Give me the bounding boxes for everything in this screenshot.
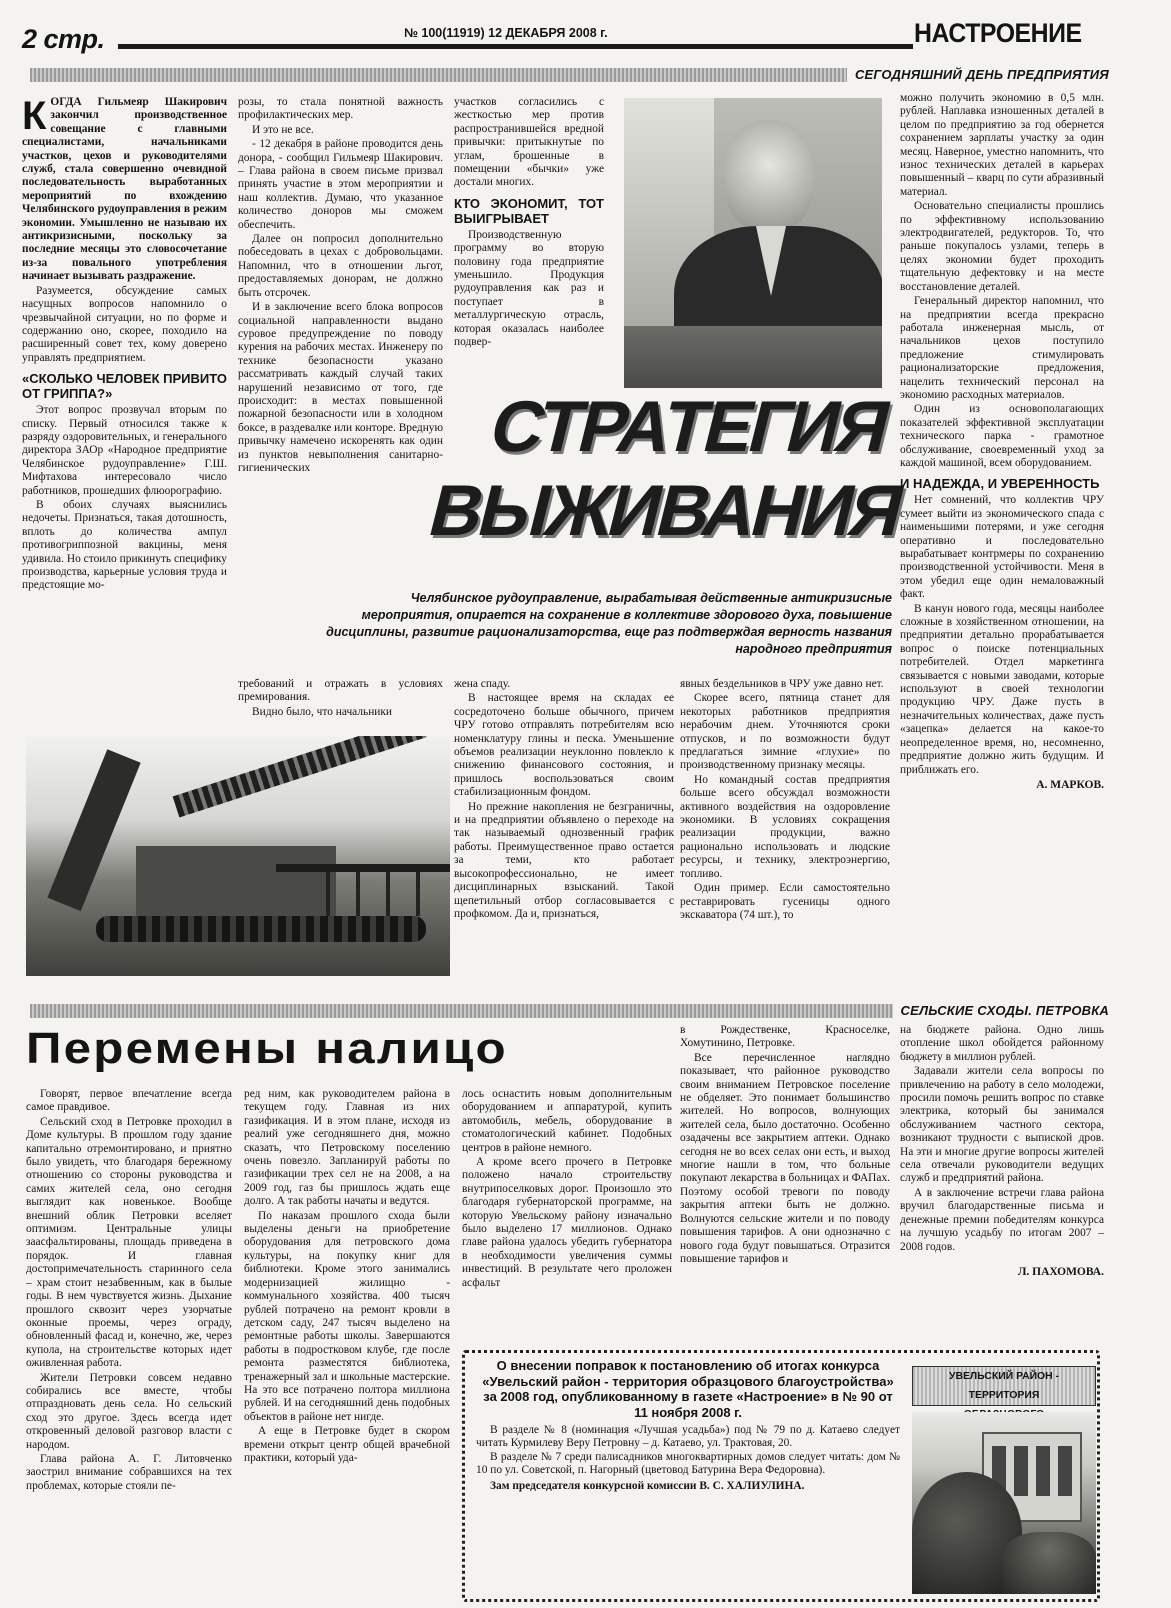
paragraph: розы, то стала понятной важность профилактических мер. <box>238 96 443 122</box>
paragraph: А в заключение встречи глава района вручил благодарственные письма и денежные премии победителям конкурса на лучшую усадьбу по итогам 2007 – 2008 годов. <box>900 1186 1104 1253</box>
excavator-tracks <box>96 916 426 942</box>
article2-title: Перемены налицо <box>26 1024 508 1073</box>
subheading: И НАДЕЖДА, И УВЕРЕННОСТЬ <box>900 476 1100 492</box>
rubric-label: СЕГОДНЯШНИЙ ДЕНЬ ПРЕДПРИЯТИЯ <box>847 67 1109 82</box>
paragraph: Сельский сход в Петровке проходил в Доме культуры. В прошлом году здание капитально отремонтировано, и приятно было увидеть, что благодаря бережному отношению со стороны руководства и самих жителей села, оно сегодня выглядит как новенькое. Вообще внешний облик Петровки вселяет оптимизм. Центральные улицы заасфальтированы, площадь приведена в порядок. И главная достопримечательность старинного села – храм стоит незабвенным, как в былые годы. В нем чувствуется жизнь. Дыхание прошлого сквозит через узорчатые оконные проемы, через ограду, обновленный фасад и, конечно, же, через купола, на строительстве которых идет оживленная работа. <box>26 1115 232 1370</box>
article2-column-2 <box>244 1088 450 1598</box>
paragraph: Генеральный директор напомнил, что на предприятии всегда прекрасно работала инженерная мысль, от начальников цехов поступило предложение стимулировать рационализаторские предложения, нацелить технический персонал на экономию расходных материалов. <box>900 295 1104 401</box>
article1-column-1 <box>22 96 227 726</box>
paragraph: В настоящее время на складах ее сосредоточено больше обычного, причем ЧРУ готово отправлять потребителям всю номенклатуру глины и песка. Уменьшение объемов реализации неуклонно повлекло к снижению финансового состояния, и пришлось воспользоваться своим стабилизационным фондом. <box>454 692 674 799</box>
portrait-desk <box>624 326 882 388</box>
paragraph: Но командный состав предприятия больше всего обсуждал возможности активного воздействия на оздоровление экономики. В условиях сокращения реализации продукции, важно рационально использовать и людские ресурсы, и технику, электроэнергию, топливо. <box>680 773 890 880</box>
paragraph: А еще в Петровке будет в скором времени открыт центр общей врачебной практики, который уда- <box>244 1425 450 1464</box>
paragraph: Жители Петровки совсем недавно собирались все вместе, чтобы отпраздновать день села. Но сельский сход это другое. Здесь всегда идет откровенный деловой разговор власти с народом. <box>26 1371 232 1451</box>
article2-column-4 <box>680 1024 890 1340</box>
paragraph: Глава района А. Г. Литовченко заострил внимание собравшихся на тех проблемах, которые стояли пе- <box>26 1452 232 1492</box>
subheading: КТО ЭКОНОМИТ, ТОТ ВЫИГРЫВАЕТ <box>454 195 604 226</box>
paragraph: Но прежние накопления не безграничны, и на предприятии объявлено о переходе на так называемый однозвенный график работы. Преимущественное право остается за теми, кто работает высокопрофессионально, не имеет дисциплинарных взысканий. Такой щепетильный отбор согласовывается с профкомом. Да и, признаться, <box>454 800 674 920</box>
article1-column-4 <box>680 678 890 966</box>
article1-column-5 <box>900 92 1104 992</box>
paragraph: Основательно специалисты прошлись по эффективному использованию электродвигателей, редукторов. То, что раньше покупалось узлами, теперь в целях экономии будет проходить тщательную дефектовку и на месте восстановление деталей. <box>900 200 1104 293</box>
article2-column-3 <box>462 1088 672 1340</box>
notice-signature: Зам председателя конкурсной комиссии В. С. ХАЛИУЛИНА. <box>490 1479 805 1492</box>
issue-info: № 100(11919) 12 ДЕКАБРЯ 2008 г. <box>404 26 608 40</box>
header-rule <box>118 44 913 49</box>
article1-subtitle: Челябинское рудоуправление, вырабатывая действенные антикризисные мероприятия, опирается на сохранение в коллективе здорового духа, повышение дисциплины, развитие рационализаторства, еще раз подтверждая верность названия народного предприятия <box>326 591 892 656</box>
badge-line-1: УВЕЛЬСКИЙ РАЙОН - ТЕРРИТОРИЯ <box>949 1371 1059 1401</box>
paragraph: Говорят, первое впечатление всегда самое правдивое. <box>26 1088 232 1114</box>
paragraph: явных бездельников в ЧРУ уже давно нет. <box>680 678 884 690</box>
paragraph: И это не все. <box>252 123 314 136</box>
paragraph: В разделе № 8 (номинация «Лучшая усадьба») под № 79 по д. Катаево следует читать Курмилеву Веру Петровну – д. Катаево, ул. Трактовая, 20. <box>476 1424 900 1450</box>
paragraph: Видно было, что начальники <box>252 705 393 718</box>
territory-badge <box>912 1366 1096 1406</box>
page-number: 2 стр. <box>22 24 105 54</box>
house-photo <box>912 1412 1096 1594</box>
paragraph: лось оснастить новым дополнительным оборудованием и аппаратурой, купить автомобиль, мебель, оборудование в стоматологический кабинет. Подобных центров в районе немного. <box>462 1088 672 1154</box>
paragraph: Разумеется, обсуждение самых насущных вопросов напомнило о чрезвычайной ситуации, но по форме и содержанию оно, скорее, походило на расширенный совет тех, кому доверено управлять предприятием. <box>22 284 227 364</box>
drop-cap: К <box>22 96 47 138</box>
paragraph: в Рождественке, Красноселке, Хомутинино, Петровке. <box>680 1024 890 1050</box>
director-portrait-photo <box>624 98 882 388</box>
paragraph: В разделе № 7 среди палисадников многоквартирных домов следует читать: дом № 10 по ул. Советской, п. Нагорный (цветовод Батурина Вера Федоровна). <box>476 1450 900 1477</box>
paragraph: ред ним, как руководителем района в текущем году. Главная из них газификация. И в этом плане, исходя из реалий уже сегодняшнего дня, можно сказать, что Петровскому поселению очень повезло. Запланируй работы по газификации трех сел не на 2008, а на 2009 год, газ бы пришлось ждать еще долго. А так работы начаты и ведутся. <box>244 1088 450 1208</box>
paragraph: Один пример. Если самостоятельно реставрировать гусеницы одного экскаватора (74 шт.), то <box>680 882 890 921</box>
excavator-conveyor <box>173 736 427 817</box>
subheading: «СКОЛЬКО ЧЕЛОВЕК ПРИВИТО ОТ ГРИППА?» <box>22 371 227 402</box>
paragraph: В обоих случаях выяснились недочеты. Признаться, такая дотошность, вплоть до количества ампул противогриппозной вакцины, меня удивила. Но стоило прикинуть специфику производства, карьерные условия труда и предстоящие мо- <box>22 498 227 592</box>
paragraph: Нет сомнений, что коллектив ЧРУ сумеет выйти из экономического спада с наименьшими потерями, и уже сегодня оперативно и последовательно вырабатывает контрмеры по сохранению производственной устойчивости. Меня в этом убедил еще один немаловажный факт. <box>900 494 1104 601</box>
portrait-head <box>724 120 814 232</box>
author-signature: А. МАРКОВ. <box>1036 778 1104 791</box>
excavator-boom <box>47 749 140 911</box>
excavator-bridge <box>276 864 450 872</box>
paragraph: А кроме всего прочего в Петровке положено начало строительству внутрипоселковых дорог. Произошло это благодаря губернаторской программе, на которую Увельскому району изначально было выделено 17 миллионов. Однако главе района удалось убедить губернатора в необходимости увеличения суммы инвестиций. В результате чего проложен асфальт <box>462 1156 672 1289</box>
paragraph: Этот вопрос прозвучал вторым по списку. Первый относился также к разряду оздоровительных, и генерального директора ЗАОр «Народное предприятие Челябинское рудоуправление» Г.Ш. Мифтахова интересовало число работников, прошедших флюорографию. <box>22 404 227 497</box>
excavator-body <box>136 846 336 916</box>
author-signature: Л. ПАХОМОВА. <box>1017 1265 1104 1278</box>
paragraph: Производственную программу во вторую половину года предприятие уменьшило. Продукция рудоуправления как раз и поступает в металлургическую отрасль, которая оказалась наиболее подвер- <box>454 228 604 349</box>
title-line-2: ВЫЖИВАНИЯ <box>421 471 910 551</box>
garden-shrubs <box>1002 1532 1096 1594</box>
article1-column-3 <box>454 96 604 386</box>
paragraph: Скорее всего, пятница станет для некоторых работников предприятия нерабочим днем. Уточняются сроки отпусков, и по возможности будут предлагаться зимние «глухие» по производственному признаку месяцы. <box>680 692 890 772</box>
paragraph: жена спаду. <box>454 678 511 690</box>
paragraph: Один из основополагающих показателей эффективной эксплуатации технического парка - грамотное обслуживание, своевременный уход за каждой машиной, всем оборудованием. <box>900 403 1104 469</box>
paragraph: - 12 декабря в районе проводится день донора, - сообщил Гильмеяр Шакирович. – Глава района в своем письме призвал принять участие в этом мероприятии и наш коллектив. Думаю, что указанное количество доноров мы сможем обеспечить. <box>238 138 443 231</box>
paragraph: на бюджете района. Одно лишь отопление школ обойдется районному бюджету в миллион рублей. <box>900 1024 1104 1063</box>
notice-text <box>476 1424 900 1493</box>
newspaper-name: НАСТРОЕНИЕ <box>914 18 1082 48</box>
article1-column-2-continued <box>238 678 443 726</box>
paragraph: Все перечисленное наглядно показывает, что районное руководство своим вниманием Петровское поселение не обделяет. Это понимает большинство жителей. Но вопросов, волнующих жителей села, было достаточно. Особенно озадачены все закрытием аптеки. Однако сегодня не во всех селах они есть, и выход многие нашли в том, что больные покупают лекарства в больницах и ФАПах. Поэтому особой тревоги по поводу закрытия аптеки быть не должно. Волнуются сельские жители и по поводу повышения тарифов. А они однозначно с нового года будут повышаться. Отразится повышение тарифов и <box>680 1051 890 1265</box>
paragraph: участков согласились с жесткостью мер против распространившейся вредной привычки: притыкнутые по углам, брошенные в помещении «бычки» уже достали многих. <box>454 96 604 189</box>
notice-content <box>476 1358 900 1596</box>
article1-column-2 <box>238 96 443 631</box>
paragraph: По наказам прошлого схода были выделены деньги на приобретение оборудования для петровского дома культуры, на покупку книг для библиотеки. Кроме этого занимались модернизацией жилищно - коммунального хозяйства. 400 тысяч рублей потрачено на ремонт кровли в детском саду, 247 тысяч выделено на ремонтные работы школы. Завершаются работы в подростковом клубе, где после ремонта разместятся библиотека, тренажерный зал и школьные мастерские. На это все потрачено полтора миллиона рублей. И на сегодняшний день подобных объектов в районе нет нигде. <box>244 1209 450 1423</box>
article2-column-1 <box>26 1088 232 1598</box>
article1-title <box>421 385 923 585</box>
paragraph: Задавали жители села вопросы по привлечению на работу в село молодежи, просили помочь решить вопрос по ставке электрика, который бы занимался обслуживанием частного сектора, возникают трудности с выпиской дров. На эти и многие другие вопросы жителей села отвечали руководители ведущих служб и предприятий района. <box>900 1065 1104 1185</box>
rubric-label: СЕЛЬСКИЕ СХОДЫ. ПЕТРОВКА <box>893 1003 1109 1018</box>
paragraph: можно получить экономию в 0,5 млн. рублей. Наплавка изношенных деталей в целом по предприятию за год обернется сохранением зарплаты участку за один месяц. Наверное, уместно напомнить, что износ технических деталей в карьерах повышенный – кварц по сути абразивный материал. <box>900 92 1104 198</box>
paragraph: В канун нового года, месяцы наиболее сложные в хозяйственном отношении, на предприятии детально прорабатывается вопрос о поиске потенциальных потребителей. Отдел маркетинга связывается с новыми заводами, которые используют в своей технологии продукцию ЧРУ. Даже пусть в незначительных количествах, даже пусть «зацепка» делается на какое-то неопределенное время, но, несомненно, предприятие должно жить будущим. И приближать его. <box>900 602 1104 776</box>
lead-paragraph: ОГДА Гильмеяр Шакирович закончил производственное совещание с главными специалистами, начальниками участков, цехов и руководителями служб, стала совершенно очевидной последовательность выработанных мероприятий по вхождению Челябинского рудоуправления в режим экономии. Умышленно не называю их антикризисными, поскольку за последние месяцы это словосочетание из-за повального употребления начинает вызывать раздражение. <box>22 96 227 283</box>
excavator-photo <box>26 736 450 976</box>
paragraph: требований и отражать в условиях премирования. <box>238 678 443 704</box>
title-line-1: СТРАТЕГИЯ <box>482 387 897 467</box>
page-header <box>0 0 1171 60</box>
paragraph: И в заключение всего блока вопросов социальной направленности выдано суровое предупреждение по поводу курения на рабочих местах. Инженеру по технике безопасности указано рассматривать каждый случай таких нарушений независимо от того, где происходит: в местах повышенной пожарной безопасности или в холодном боксе, в раздевалке или конторе. Вредную привычку намечено искоренять как один из пунктов невыполнения санитарно-гигиенических <box>238 301 443 474</box>
notice-title: О внесении поправок к постановлению об итогах конкурса «Увельский район - территория образцового благоустройства» за 2008 год, опубликованному в газете «Настроение» в № 90 от 11 ноября 2008 г. <box>482 1358 894 1420</box>
article2-column-5 <box>900 1024 1104 1354</box>
paragraph: Далее он попросил дополнительно побеседовать в цехах с добровольцами. Напомнил, что в отношении льгот, предоставляемых донорам, не должно быть отсрочек. <box>238 233 443 299</box>
article1-column-3-continued <box>454 678 674 966</box>
excavator-bridge-legs <box>326 872 446 916</box>
